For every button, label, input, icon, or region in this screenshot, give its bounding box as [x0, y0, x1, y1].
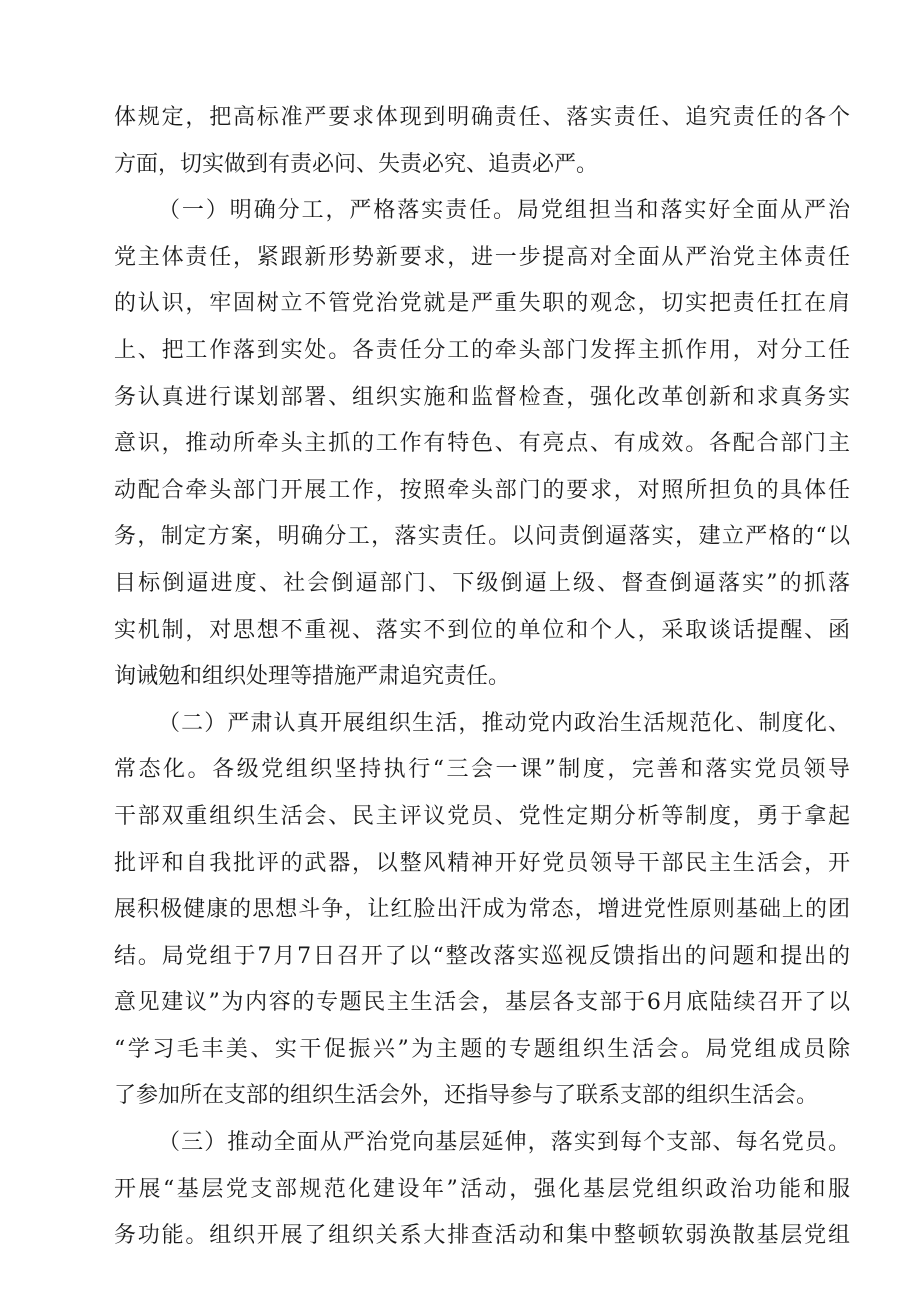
text-line: 询诫勉和组织处理等措施严肃追究责任。 — [114, 664, 511, 690]
text-line: 意见建议”为内容的专题民主生活会，基层各支部于6月底陆续召开了以 — [114, 990, 850, 1016]
text-line: 了参加所在支部的组织生活会外，还指导参与了联系支部的组织生活会。 — [114, 1083, 819, 1109]
text-line: 的认识，牢固树立不管党治党就是严重失职的观念，切实把责任扛在肩 — [114, 291, 850, 317]
text-line: 干部双重组织生活会、民主评议党员、党性定期分析等制度，勇于拿起 — [114, 803, 850, 829]
text-line: （二）严肃认真开展组织生活，推动党内政治生活规范化、制度化、 — [158, 710, 850, 736]
text-line: 实机制，对思想不重视、落实不到位的单位和个人，采取谈话提醒、函 — [114, 617, 850, 643]
text-line: 常态化。各级党组织坚持执行“三会一课”制度，完善和落实党员领导 — [114, 757, 850, 783]
text-line: 批评和自我批评的武器，以整风精神开好党员领导干部民主生活会，开 — [114, 850, 850, 876]
text-line: （三）推动全面从严治党向基层延伸，落实到每个支部、每名党员。 — [158, 1130, 850, 1156]
text-line: 务，制定方案，明确分工，落实责任。以问责倒逼落实，建立严格的“以 — [114, 524, 850, 550]
text-line: （一）明确分工，严格落实责任。局党组担当和落实好全面从严治 — [158, 198, 850, 224]
body-text — [114, 95, 850, 1260]
text-line: 展积极健康的思想斗争，让红脸出汗成为常态，增进党性原则基础上的团 — [114, 897, 850, 923]
text-line: 结。局党组于7月7日召开了以“整改落实巡视反馈指出的问题和提出的 — [114, 943, 850, 969]
text-line: 体规定，把高标准严要求体现到明确责任、落实责任、追究责任的各个 — [114, 105, 850, 130]
text-line: 开展“基层党支部规范化建设年”活动，强化基层党组织政治功能和服 — [114, 1176, 850, 1202]
text-line: 务功能。组织开展了组织关系大排查活动和集中整顿软弱涣散基层党组 — [114, 1223, 850, 1249]
text-line: 党主体责任，紧跟新形势新要求，进一步提高对全面从严治党主体责任 — [114, 244, 850, 270]
text-line: 上、把工作落到实处。各责任分工的牵头部门发挥主抓作用，对分工任 — [114, 337, 850, 363]
text-line: 动配合牵头部门开展工作，按照牵头部门的要求，对照所担负的具体任 — [114, 477, 850, 503]
text-line: 目标倒逼进度、社会倒逼部门、下级倒逼上级、督查倒逼落实”的抓落 — [114, 570, 850, 596]
text-line: 务认真进行谋划部署、组织实施和监督检查，强化改革创新和求真务实 — [114, 384, 850, 410]
text-line: “学习毛丰美、实干促振兴”为主题的专题组织生活会。局党组成员除 — [114, 1036, 850, 1062]
text-line: 意识，推动所牵头主抓的工作有特色、有亮点、有成效。各配合部门主 — [114, 431, 850, 457]
text-line: 方面，切实做到有责必问、失责必究、追责必严。 — [114, 151, 599, 177]
